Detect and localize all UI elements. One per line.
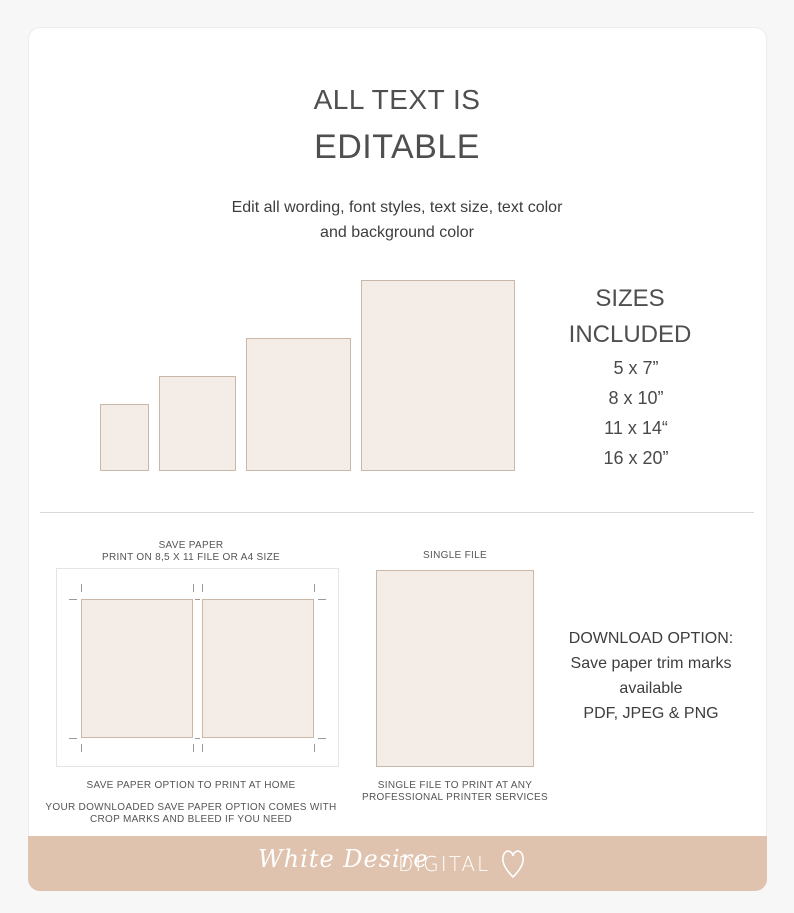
crop-mark — [318, 599, 326, 600]
save-paper-page-right — [202, 599, 314, 738]
single-file-heading: SINGLE FILE — [423, 550, 487, 561]
brand-script-logo: White Desire — [258, 845, 429, 873]
size-preview-5x7 — [100, 404, 149, 471]
download-option-formats: PDF, JPEG & PNG — [583, 705, 719, 722]
brand-word-logo: DIGITAL — [398, 852, 491, 876]
crop-mark — [318, 738, 326, 739]
size-preview-16x20 — [361, 280, 515, 471]
save-paper-heading-1: SAVE PAPER — [158, 540, 224, 551]
single-file-page — [376, 570, 534, 767]
subtitle-line-1: Edit all wording, font styles, text size, text color — [231, 199, 563, 216]
size-item: 8 x 10” — [608, 388, 664, 408]
crop-mark — [202, 584, 203, 592]
size-item: 16 x 20” — [603, 448, 669, 468]
size-item: 11 x 14“ — [604, 418, 668, 438]
crop-mark — [81, 584, 82, 592]
title-line-2: EDITABLE — [314, 128, 480, 166]
download-option-line-2: Save paper trim marks — [570, 655, 732, 672]
download-option-title: DOWNLOAD OPTION: — [568, 630, 734, 647]
title-line-1: ALL TEXT IS — [313, 84, 481, 115]
save-paper-page-left — [81, 599, 193, 738]
size-preview-8x10 — [159, 376, 236, 471]
crop-mark — [193, 744, 194, 752]
subtitle-line-2: and background color — [320, 224, 474, 241]
crop-mark — [195, 738, 200, 739]
crop-mark — [314, 744, 315, 752]
crop-mark — [195, 599, 200, 600]
section-divider — [40, 512, 754, 513]
size-preview-11x14 — [246, 338, 351, 471]
crop-mark — [193, 584, 194, 592]
crop-mark — [202, 744, 203, 752]
crop-mark — [314, 584, 315, 592]
sizes-title-line-1: SIZES — [595, 285, 665, 312]
single-file-caption-1: SINGLE FILE TO PRINT AT ANY — [377, 780, 533, 791]
crop-mark — [69, 738, 77, 739]
save-paper-heading-2: PRINT ON 8,5 X 11 FILE OR A4 SIZE — [102, 552, 280, 563]
crop-mark — [69, 599, 77, 600]
sizes-title-line-2: INCLUDED — [568, 321, 692, 348]
save-paper-note-2: CROP MARKS AND BLEED IF YOU NEED — [89, 814, 293, 825]
save-paper-caption: SAVE PAPER OPTION TO PRINT AT HOME — [86, 780, 296, 791]
size-item: 5 x 7” — [613, 358, 659, 378]
heart-outline-icon — [500, 846, 526, 880]
single-file-caption-2: PROFESSIONAL PRINTER SERVICES — [362, 792, 548, 803]
crop-mark — [81, 744, 82, 752]
download-option-line-3: available — [619, 680, 683, 697]
save-paper-note-1: YOUR DOWNLOADED SAVE PAPER OPTION COMES WITH — [45, 802, 337, 813]
